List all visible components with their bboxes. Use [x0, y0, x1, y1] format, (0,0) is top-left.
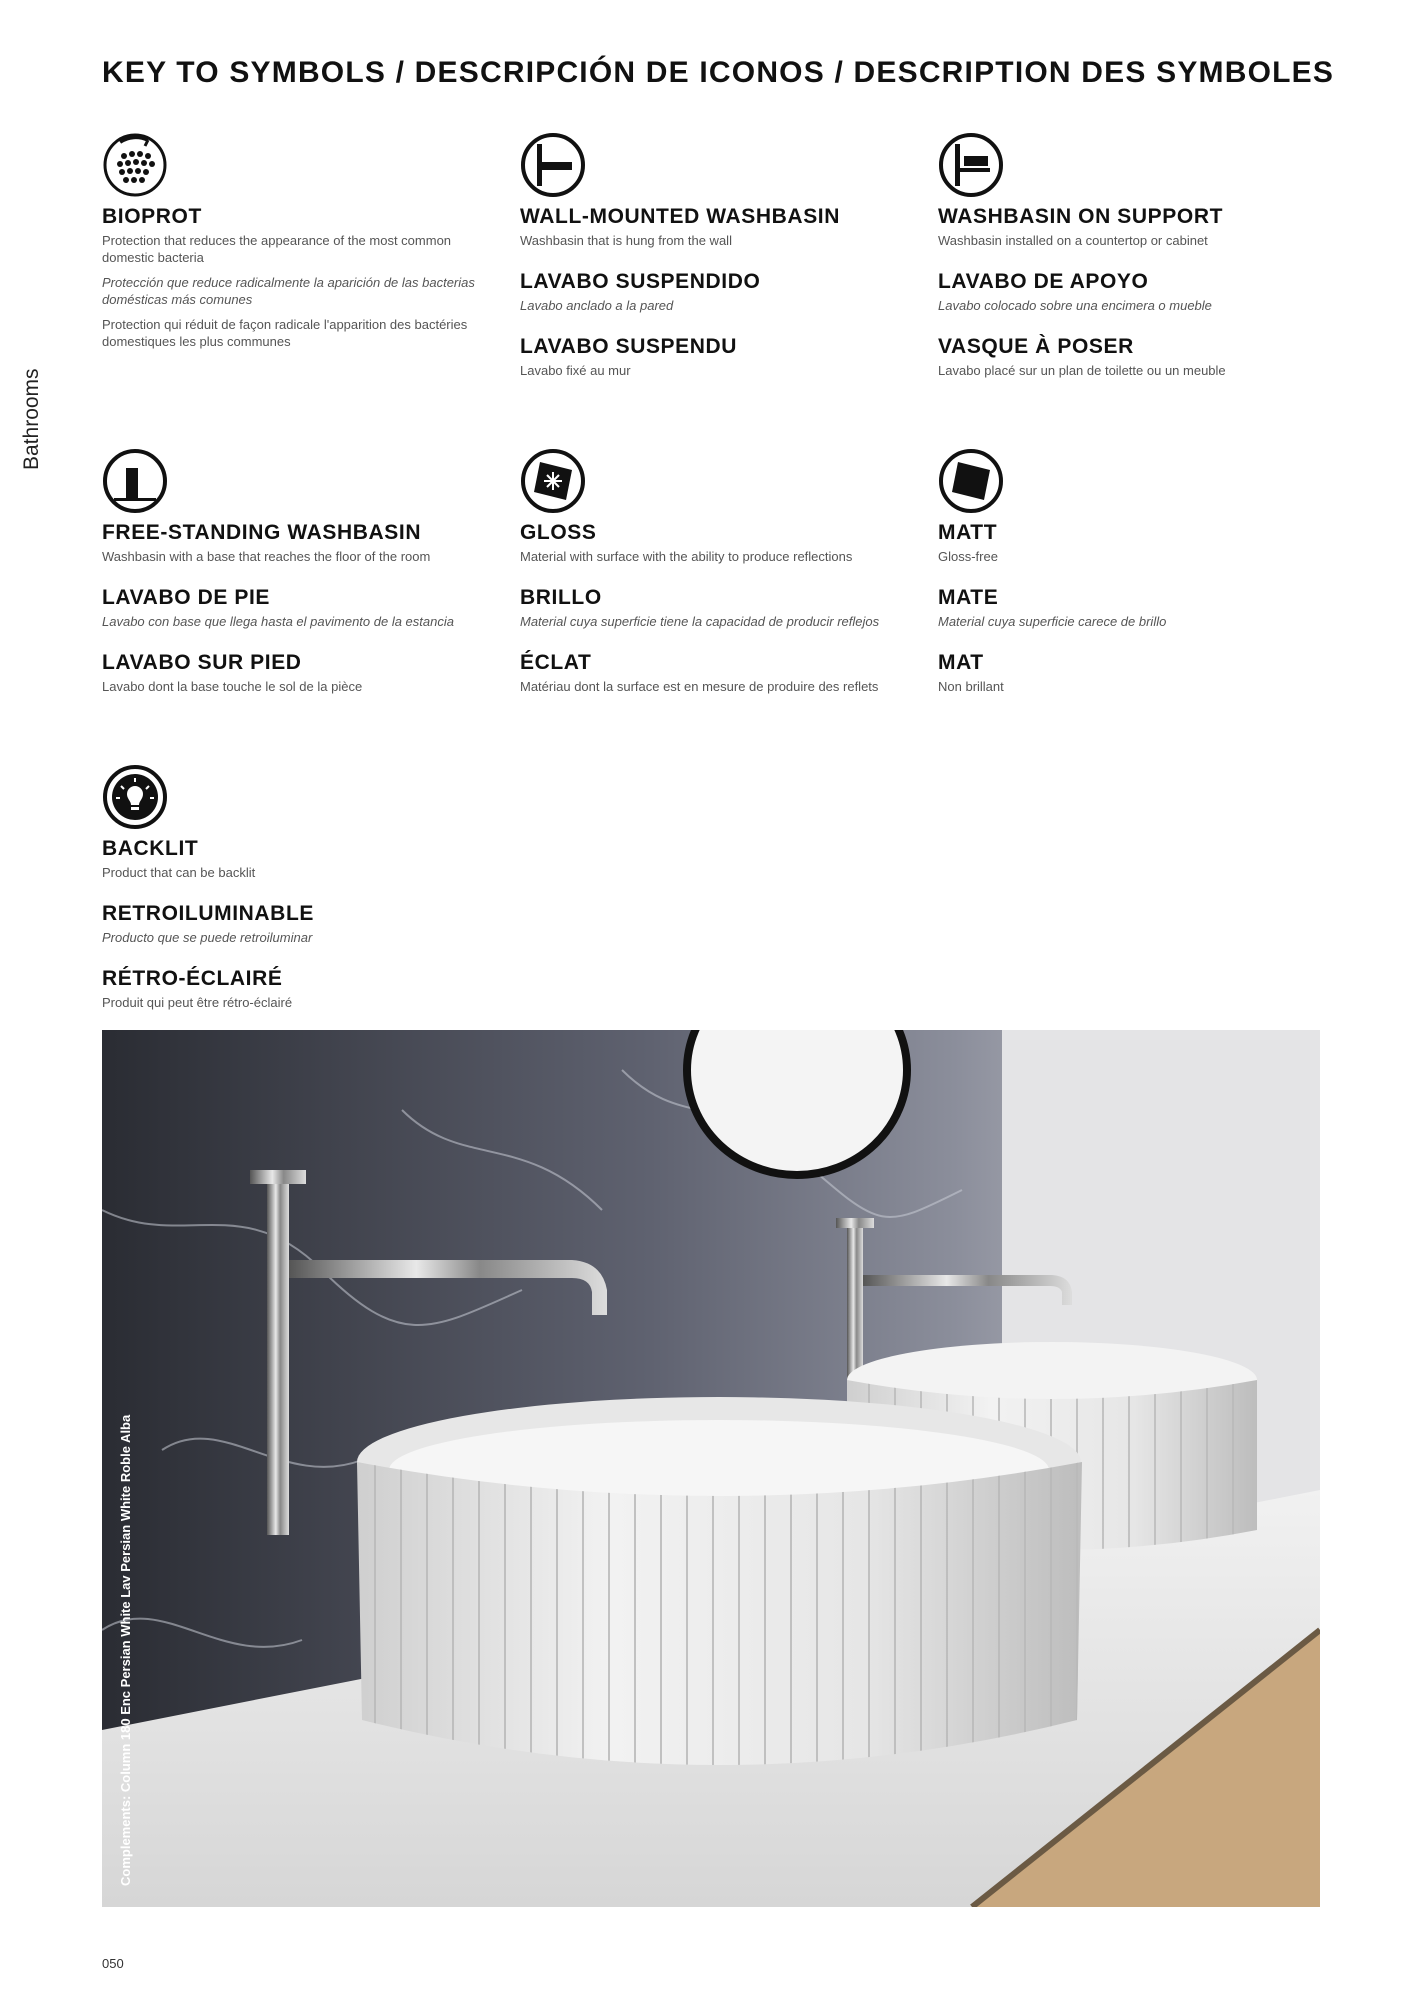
backlit-desc-fr: Produit qui peut être rétro-éclairé [102, 995, 293, 1010]
wall-mounted-heading-es: LAVABO SUSPENDIDO [520, 270, 761, 293]
on-support-desc-fr: Lavabo placé sur un plan de toilette ou un meuble [938, 363, 1226, 378]
wall-mounted-heading-en: WALL-MOUNTED WASHBASIN [520, 205, 841, 228]
free-standing-washbasin-icon [102, 448, 168, 514]
free-standing-desc-es: Lavabo con base que llega hasta el pavimento de la estancia [102, 614, 454, 629]
gloss-desc-en: Material with surface with the ability to produce reflections [520, 549, 853, 564]
backlit-desc-en: Product that can be backlit [102, 865, 256, 880]
bioprot-desc-fr: Protection qui réduit de façon radicale l'apparition des bactéries domestiques les plus communes [102, 317, 468, 349]
symbol-gloss [520, 448, 920, 695]
wall-mounted-desc-fr: Lavabo fixé au mur [520, 363, 631, 378]
matt-desc-fr: Non brillant [938, 679, 1004, 694]
wall-mounted-washbasin-icon [520, 132, 586, 198]
wall-mounted-desc-es: Lavabo anclado a la pared [520, 298, 674, 313]
backlit-desc-es: Producto que se puede retroiluminar [102, 930, 313, 945]
gloss-icon [520, 448, 586, 514]
symbol-free-standing-washbasin [102, 448, 502, 695]
washbasin-on-support-icon [938, 132, 1004, 198]
matt-heading-fr: MAT [938, 651, 984, 674]
product-photo [102, 1030, 1320, 1907]
gloss-desc-es: Material cuya superficie tiene la capacidad de producir reflejos [520, 614, 880, 629]
gloss-heading-es: BRILLO [520, 586, 602, 609]
page-title: KEY TO SYMBOLS / DESCRIPCIÓN DE ICONOS / DESCRIPTION DES SYMBOLES [102, 56, 1335, 89]
backlit-icon [102, 764, 168, 830]
bioprot-desc-es: Protección que reduce radicalmente la aparición de las bacterias domésticas más comunes [102, 275, 475, 307]
free-standing-heading-en: FREE-STANDING WASHBASIN [102, 521, 422, 544]
matt-desc-es: Material cuya superficie carece de brillo [938, 614, 1167, 629]
gloss-heading-fr: ÉCLAT [520, 651, 592, 674]
symbol-washbasin-on-support [938, 132, 1338, 379]
free-standing-heading-es: LAVABO DE PIE [102, 586, 271, 609]
gloss-desc-fr: Matériau dont la surface est en mesure de produire des reflets [520, 679, 879, 694]
matt-heading-en: MATT [938, 521, 998, 544]
backlit-heading-fr: RÉTRO-ÉCLAIRÉ [102, 967, 283, 990]
gloss-heading-en: GLOSS [520, 521, 597, 544]
matt-icon [938, 448, 1004, 514]
symbol-matt [938, 448, 1338, 695]
photo-caption: Complements: Column 180 Enc Persian White Lav Persian White Roble Alba [118, 1414, 133, 1886]
on-support-desc-en: Washbasin installed on a countertop or cabinet [938, 233, 1208, 248]
symbol-backlit [102, 764, 502, 1011]
backlit-heading-en: BACKLIT [102, 837, 199, 860]
bioprot-desc-en: Protection that reduces the appearance of the most common domestic bacteria [102, 233, 452, 265]
matt-heading-es: MATE [938, 586, 999, 609]
free-standing-desc-en: Washbasin with a base that reaches the floor of the room [102, 549, 431, 564]
matt-desc-en: Gloss-free [938, 549, 998, 564]
bioprot-heading: BIOPROT [102, 205, 202, 228]
on-support-heading-en: WASHBASIN ON SUPPORT [938, 205, 1224, 228]
backlit-heading-es: RETROILUMINABLE [102, 902, 314, 925]
on-support-desc-es: Lavabo colocado sobre una encimera o mueble [938, 298, 1212, 313]
symbol-wall-mounted-washbasin [520, 132, 920, 379]
wall-mounted-heading-fr: LAVABO SUSPENDU [520, 335, 738, 358]
bioprot-icon [102, 132, 168, 198]
on-support-heading-es: LAVABO DE APOYO [938, 270, 1149, 293]
on-support-heading-fr: VASQUE À POSER [938, 335, 1134, 358]
section-side-label: Bathrooms [20, 368, 43, 470]
free-standing-desc-fr: Lavabo dont la base touche le sol de la pièce [102, 679, 363, 694]
page-number: 050 [102, 1956, 124, 1971]
wall-mounted-desc-en: Washbasin that is hung from the wall [520, 233, 732, 248]
free-standing-heading-fr: LAVABO SUR PIED [102, 651, 302, 674]
symbol-bioprot [102, 132, 492, 350]
